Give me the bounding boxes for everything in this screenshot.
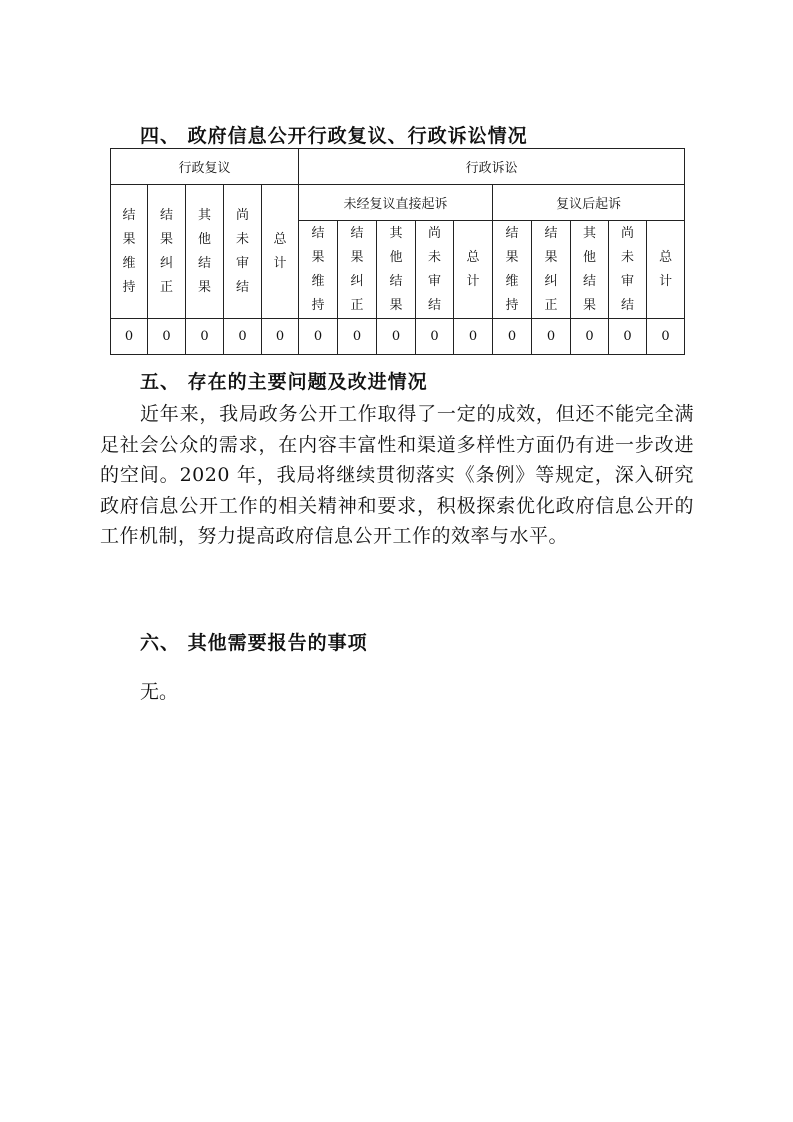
cell-after-0: 0 — [493, 319, 532, 355]
cell-after-3: 0 — [609, 319, 647, 355]
col-header-after-0: 结 果 维 持 — [493, 221, 532, 319]
col-header-direct-3: 尚 未 审 结 — [416, 221, 454, 319]
problems-paragraph: 近年来，我局政务公开工作取得了一定的成效，但还不能完全满足社会公众的需求，在内容丰富性和渠道多样性方面仍有进一步改进的空间。2020 年，我局将继续贯彻落实《条例》等规定，深入研究政府信息公开工作的相关精神和要求，积极探索优化政府信息公开的工作机制，努力提高政府信息公开工作的效率与水平。 — [100, 403, 694, 547]
col-header-review-3: 尚 未 审 结 — [224, 185, 262, 319]
cell-after-2: 0 — [571, 319, 609, 355]
col-header-direct-2: 其 他 结 果 — [377, 221, 416, 319]
col-header-review-0: 结 果 维 持 — [111, 185, 148, 319]
cell-direct-1: 0 — [338, 319, 377, 355]
review-litigation-table — [110, 148, 685, 355]
col-header-after-1: 结 果 纠 正 — [532, 221, 571, 319]
header-litigation: 行政诉讼 — [299, 149, 685, 185]
cell-review-4: 0 — [262, 319, 299, 355]
col-header-direct-1: 结 果 纠 正 — [338, 221, 377, 319]
section-heading-other: 六、 其他需要报告的事项 — [140, 632, 368, 654]
col-header-after-4: 总 计 — [647, 221, 685, 319]
header-direct-suit: 未经复议直接起诉 — [299, 185, 493, 221]
cell-direct-4: 0 — [454, 319, 493, 355]
section-heading-problems: 五、 存在的主要问题及改进情况 — [140, 371, 428, 393]
col-header-review-1: 结 果 纠 正 — [148, 185, 186, 319]
col-header-review-4: 总 计 — [262, 185, 299, 319]
header-after-review-suit: 复议后起诉 — [493, 185, 685, 221]
cell-after-1: 0 — [532, 319, 571, 355]
other-paragraph: 无。 — [140, 681, 179, 703]
cell-direct-2: 0 — [377, 319, 416, 355]
col-header-after-2: 其 他 结 果 — [571, 221, 609, 319]
col-header-review-2: 其 他 结 果 — [186, 185, 224, 319]
cell-direct-3: 0 — [416, 319, 454, 355]
cell-review-0: 0 — [111, 319, 148, 355]
col-header-direct-0: 结 果 维 持 — [299, 221, 338, 319]
cell-after-4: 0 — [647, 319, 685, 355]
cell-review-2: 0 — [186, 319, 224, 355]
col-header-direct-4: 总 计 — [454, 221, 493, 319]
cell-direct-0: 0 — [299, 319, 338, 355]
section-heading-review: 四、 政府信息公开行政复议、行政诉讼情况 — [140, 125, 528, 147]
col-header-after-3: 尚 未 审 结 — [609, 221, 647, 319]
cell-review-3: 0 — [224, 319, 262, 355]
header-admin-review: 行政复议 — [111, 149, 299, 185]
cell-review-1: 0 — [148, 319, 186, 355]
